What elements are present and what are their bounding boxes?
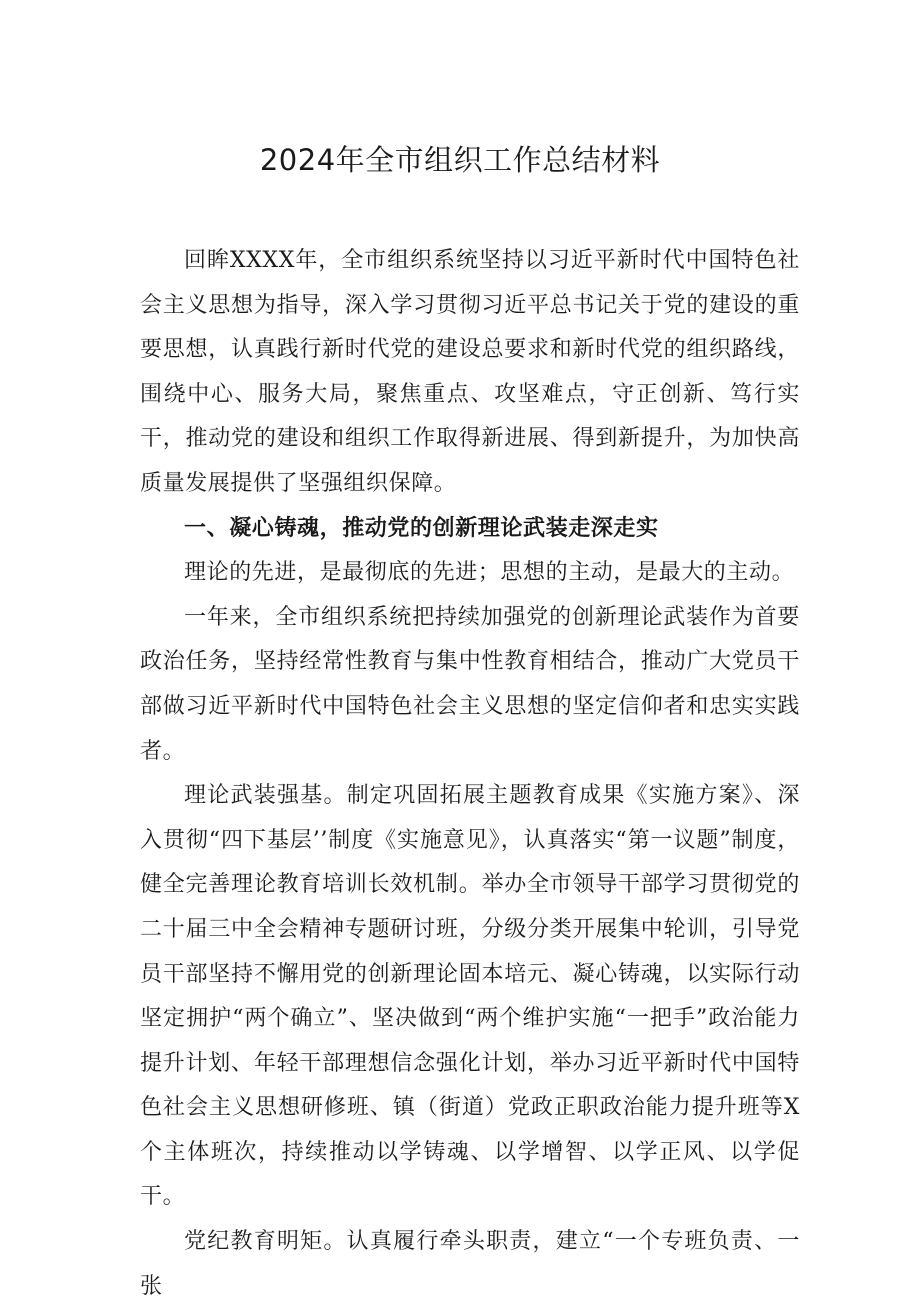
paragraph-theory-armament: 理论武装强基。制定巩固拓展主题教育成果《实施方案》、深入贯彻“四下基层’’制度《实施意见》，认真落实“第一议题”制度，健全完善理论教育培训长效机制。举办全市领导干部学习贯彻党的二十届三中全会精神专题研讨班，分级分类开展集中轮训，引导党员干部坚持不懈用党的创新理论固本培元、凝心铸魂，以实际行动坚定拥护“两个确立”、坚决做到“两个维护实施“一把手”政治能力提升计划、年轻干部理想信念强化计划，举办习近平新时代中国特色社会主义思想研修班、镇（街道）党政正职政治能力提升班等X个主体班次，持续推动以学铸魂、以学增智、以学正风、以学促干。	[140, 783, 800, 1210]
paragraph-discipline-education: 党纪教育明矩。认真履行牵头职责，建立“一个专班负责、一张	[140, 1229, 800, 1299]
document-title: 2024年全市组织工作总结材料	[259, 143, 661, 177]
paragraph-intro: 回眸XXXX年，全市组织系统坚持以习近平新时代中国特色社会主义思想为指导，深入学习贯彻习近平总书记关于党的建设的重要思想，认真践行新时代党的建设总要求和新时代党的组织路线，围绕中心、服务大局，聚焦重点、攻坚难点，守正创新、笃行实干，推动党的建设和组织工作取得新进展、得到新提升，为加快高质量发展提供了坚强组织保障。	[140, 248, 800, 496]
document-body	[140, 239, 800, 1309]
section-heading-1: 一、凝心铸魂，推动党的创新理论武装走深走实	[184, 515, 659, 541]
paragraph-year-summary: 一年来，全市组织系统把持续加强党的创新理论武装作为首要政治任务，坚持经常性教育与集中性教育相结合，推动广大党员干部做习近平新时代中国特色社会主义思想的坚定信仰者和忠实实践者。	[140, 604, 800, 764]
paragraph-theory-lead: 理论的先进，是最彻底的先进；思想的主动，是最大的主动。	[184, 560, 795, 586]
